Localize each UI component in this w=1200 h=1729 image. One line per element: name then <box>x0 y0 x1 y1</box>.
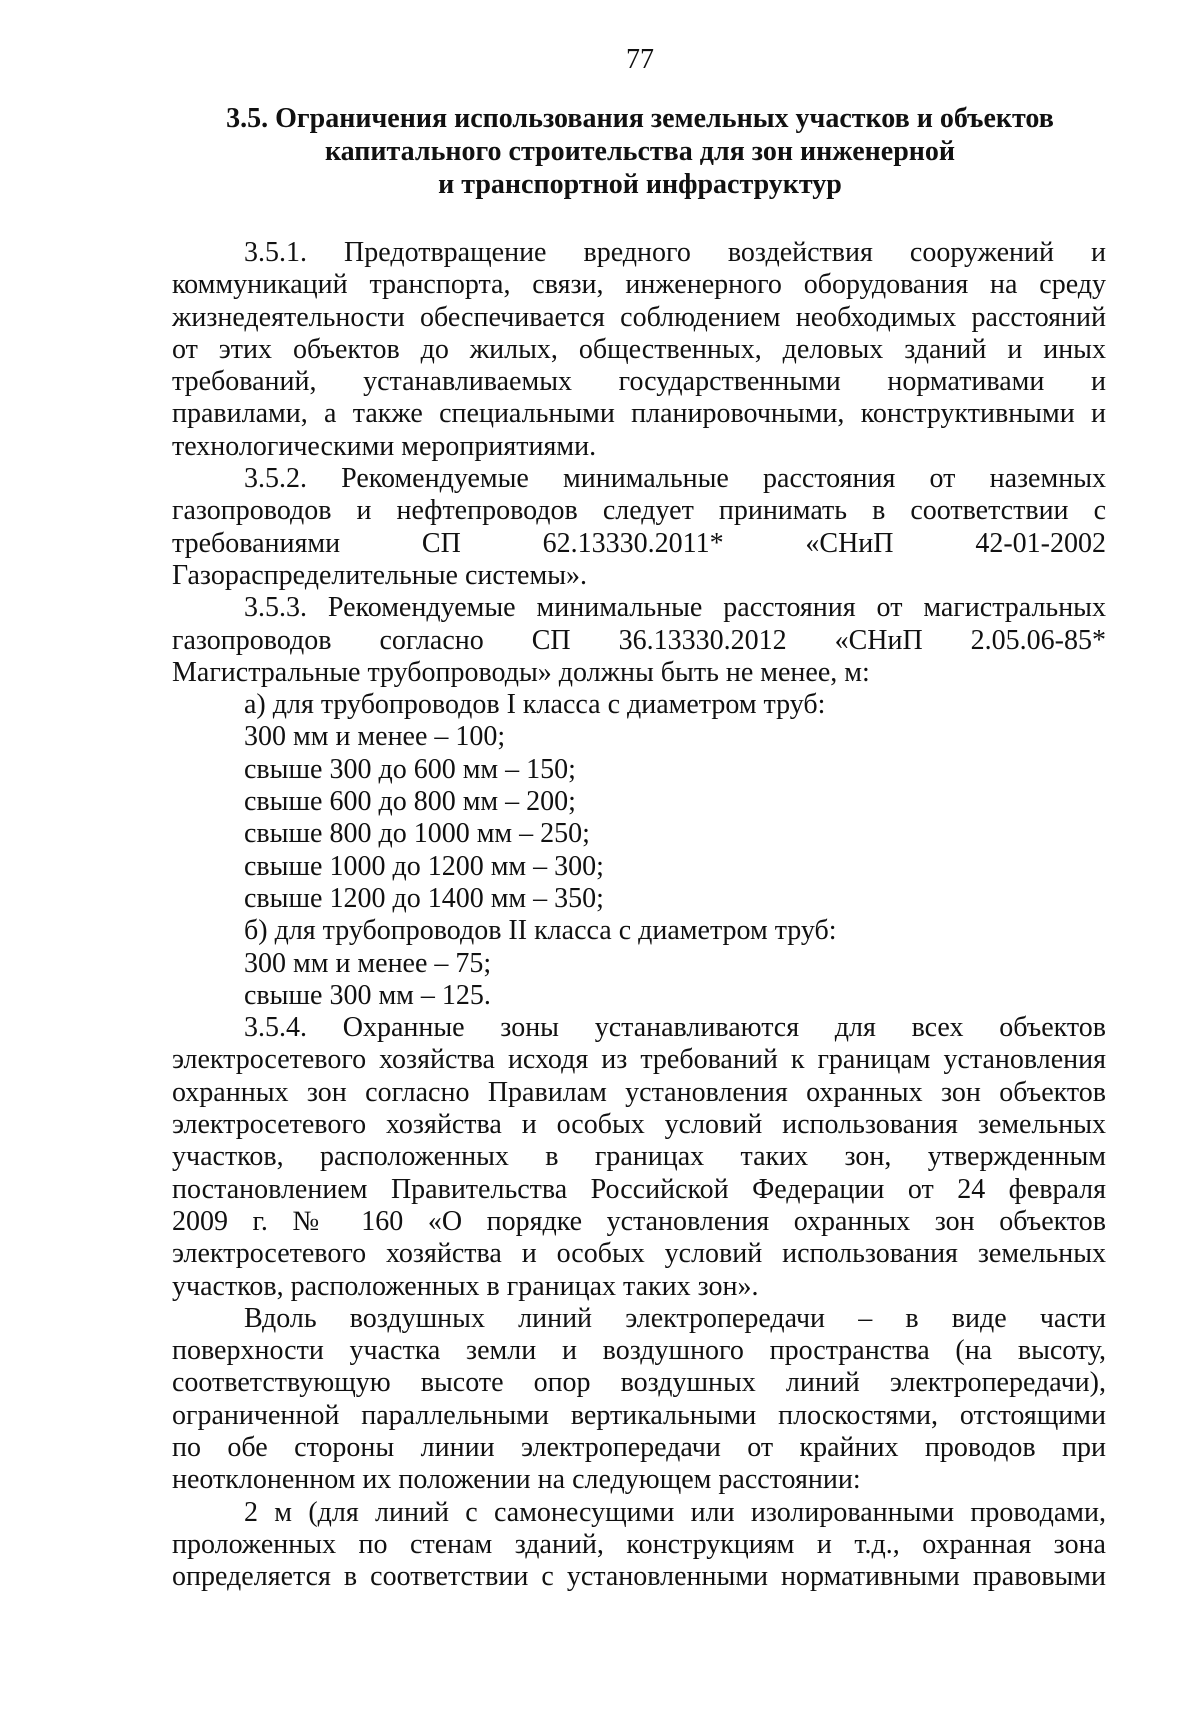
text-line: постановлением Правительства Российской Федерации от 24 февраля <box>172 1173 1106 1205</box>
heading-line: 3.5. Ограничения использования земельных участков и объектов <box>226 103 1054 134</box>
text-line: жизнедеятельности обеспечивается соблюдением необходимых расстояний <box>172 301 1106 333</box>
text-line: проложенных по стенам зданий, конструкциям и т.д., охранная зона <box>172 1528 1106 1560</box>
text-line: Вдоль воздушных линий электропередачи – в виде части <box>244 1302 1106 1334</box>
text-line: электросетевого хозяйства и особых условий использования земельных <box>172 1109 1106 1141</box>
heading-line: и транспортной инфраструктур <box>438 169 842 200</box>
text-line: свыше 1200 до 1400 мм – 350; <box>244 882 604 914</box>
text-line: свыше 800 до 1000 мм – 250; <box>244 818 590 850</box>
text-line: 3.5.1. Предотвращение вредного воздействия сооружений и <box>244 237 1106 268</box>
text-line: 3.5.2. Рекомендуемые минимальные расстояния от наземных <box>244 463 1106 495</box>
text-line: 2 м (для линий с самонесущими или изолированными проводами, <box>244 1496 1106 1528</box>
text-line: ограниченной параллельными вертикальными плоскостями, отстоящими <box>172 1399 1106 1431</box>
text-line: б) для трубопроводов II класса с диаметром труб: <box>244 915 837 947</box>
text-line: 3.5.4. Охранные зоны устанавливаются для всех объектов <box>244 1012 1106 1044</box>
text-line: охранных зон согласно Правилам установления охранных зон объектов <box>172 1076 1106 1108</box>
text-line: электросетевого хозяйства исходя из требований к границам установления <box>172 1044 1106 1076</box>
section-heading <box>160 102 1120 201</box>
text-line: поверхности участка земли и воздушного пространства (на высоту, <box>172 1335 1106 1367</box>
text-line: требованиями СП 62.13330.2011* «СНиП 42-01-2002 <box>172 527 1106 559</box>
text-line: коммуникаций транспорта, связи, инженерного оборудования на среду <box>172 269 1106 301</box>
text-line: от этих объектов до жилых, общественных, деловых зданий и иных <box>172 333 1106 365</box>
text-line: правилами, а также специальными планировочными, конструктивными и <box>172 398 1106 430</box>
text-line: свыше 300 мм – 125. <box>244 979 491 1011</box>
text-line: электросетевого хозяйства и особых условий использования земельных <box>172 1238 1106 1270</box>
text-line: свыше 1000 до 1200 мм – 300; <box>244 850 604 882</box>
text-line: по обе стороны линии электропередачи от крайних проводов при <box>172 1431 1106 1463</box>
text-line: 3.5.3. Рекомендуемые минимальные расстояния от магистральных <box>244 592 1106 624</box>
text-line: требований, устанавливаемых государственными нормативами и <box>172 366 1106 398</box>
text-line: 2009 г. № 160 «О порядке установления охранных зон объектов <box>172 1205 1106 1237</box>
text-line: 300 мм и менее – 100; <box>244 721 506 753</box>
text-line: Магистральные трубопроводы» должны быть не менее, м: <box>172 656 870 688</box>
text-line: неотклоненном их положении на следующем расстоянии: <box>172 1464 861 1496</box>
text-line: соответствующую высоте опор воздушных линий электропередачи), <box>172 1367 1106 1399</box>
text-line: а) для трубопроводов I класса с диаметром труб: <box>244 689 826 721</box>
page-number: 77 <box>626 44 654 75</box>
text-line: участков, расположенных в границах таких зон». <box>172 1270 759 1302</box>
body-text <box>172 237 1106 1593</box>
heading-line: капитального строительства для зон инженерной <box>324 136 956 167</box>
text-line: газопроводов согласно СП 36.13330.2012 «СНиП 2.05.06-85* <box>172 624 1106 656</box>
text-line: газопроводов и нефтепроводов следует принимать в соответствии с <box>172 495 1106 527</box>
text-line: свыше 300 до 600 мм – 150; <box>244 753 576 785</box>
text-line: свыше 600 до 800 мм – 200; <box>244 786 576 818</box>
text-line: определяется в соответствии с установленными нормативными правовыми <box>172 1561 1106 1593</box>
text-line: участков, расположенных в границах таких зон, утвержденным <box>172 1141 1106 1173</box>
text-line: технологическими мероприятиями. <box>172 430 597 462</box>
text-line: Газораспределительные системы». <box>172 559 588 591</box>
text-line: 300 мм и менее – 75; <box>244 947 492 979</box>
